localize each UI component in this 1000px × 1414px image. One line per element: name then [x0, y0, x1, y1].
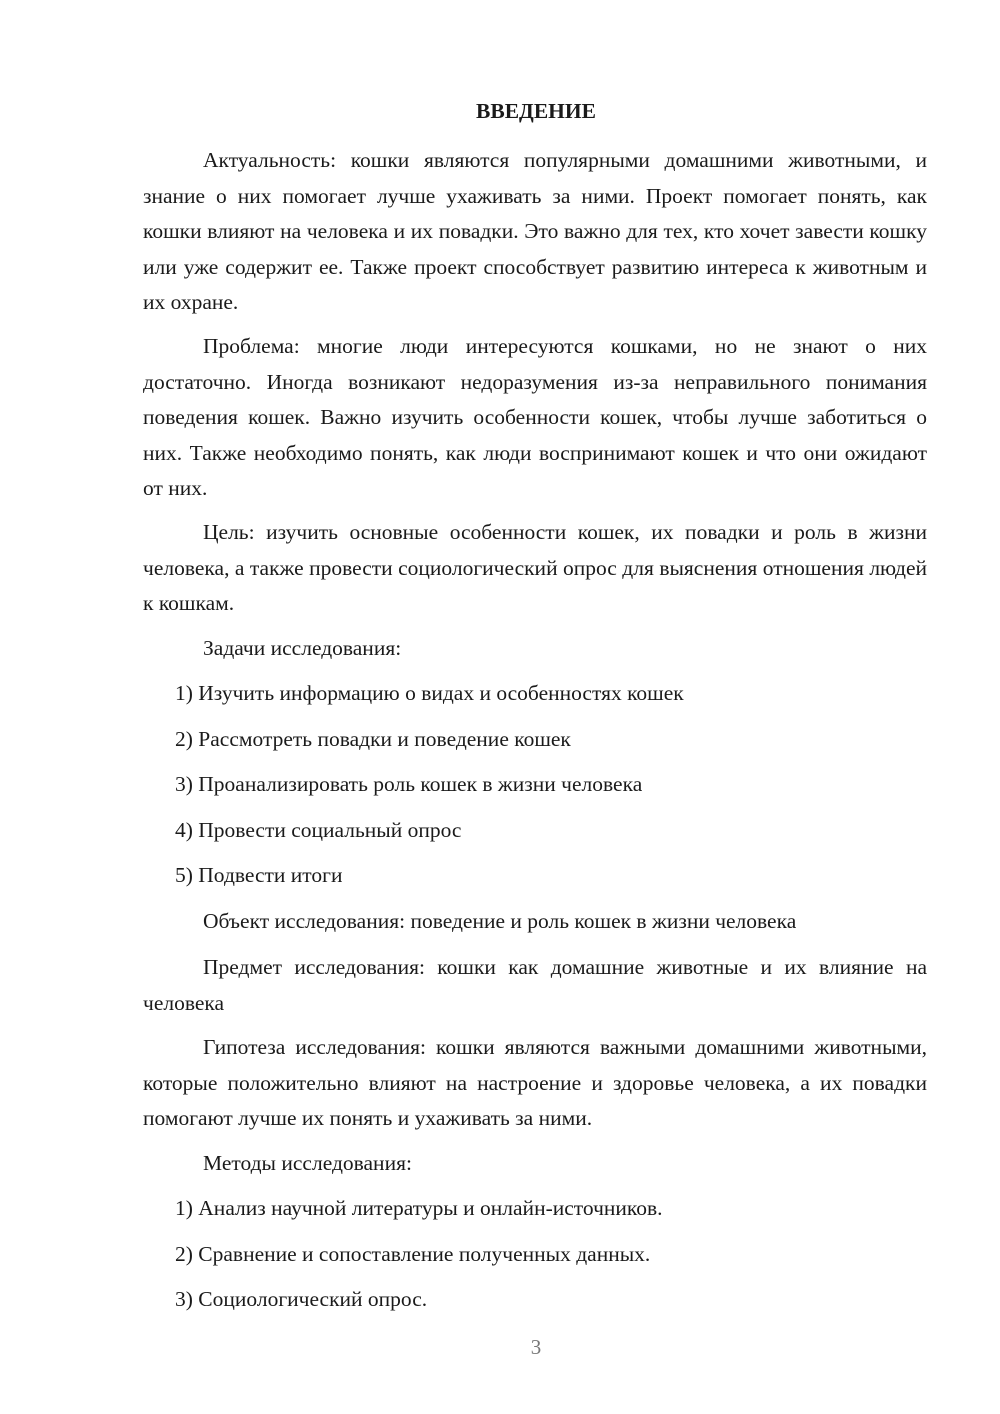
task-item: 4) Провести социальный опрос [175, 818, 462, 842]
tasks-heading: Задачи исследования: [203, 636, 402, 660]
task-item: 1) Изучить информацию о видах и особенностях кошек [175, 681, 684, 705]
relevance-paragraph: Актуальность: кошки являются популярными домашними животными, и знание о них помогает лучше ухаживать за ними. Проект помогает понять, как кошки влияют на человека и их повадки. Это важно для тех, кто хочет завести кошку или уже содержит ее. Также проект способствует развитию интереса к животным и их охране. [143, 148, 927, 314]
page-number: 3 [530, 1335, 542, 1359]
problem-paragraph: Проблема: многие люди интересуются кошками, но не знают о них достаточно. Иногда возникают недоразумения из-за неправильного понимания поведения кошек. Важно изучить особенности кошек, чтобы лучше заботиться о них. Также необходимо понять, как люди воспринимают кошек и что они ожидают от них. [143, 334, 927, 500]
section-title: ВВЕДЕНИЕ [476, 99, 596, 123]
task-item: 5) Подвести итоги [175, 863, 343, 887]
object-line: Объект исследования: поведение и роль кошек в жизни человека [203, 909, 797, 933]
hypothesis-paragraph: Гипотеза исследования: кошки являются важными домашними животными, которые положительно влияют на настроение и здоровье человека, а их повадки помогают лучше их понять и ухаживать за ними. [143, 1035, 927, 1130]
goal-paragraph: Цель: изучить основные особенности кошек, их повадки и роль в жизни человека, а также провести социологический опрос для выяснения отношения людей к кошкам. [143, 520, 927, 615]
methods-heading: Методы исследования: [203, 1151, 412, 1175]
subject-paragraph: Предмет исследования: кошки как домашние животные и их влияние на человека [143, 955, 927, 1015]
method-item: 1) Анализ научной литературы и онлайн-источников. [175, 1196, 663, 1220]
method-item: 3) Социологический опрос. [175, 1287, 428, 1311]
task-item: 3) Проанализировать роль кошек в жизни человека [175, 772, 643, 796]
method-item: 2) Сравнение и сопоставление полученных данных. [175, 1242, 651, 1266]
task-item: 2) Рассмотреть повадки и поведение кошек [175, 727, 571, 751]
